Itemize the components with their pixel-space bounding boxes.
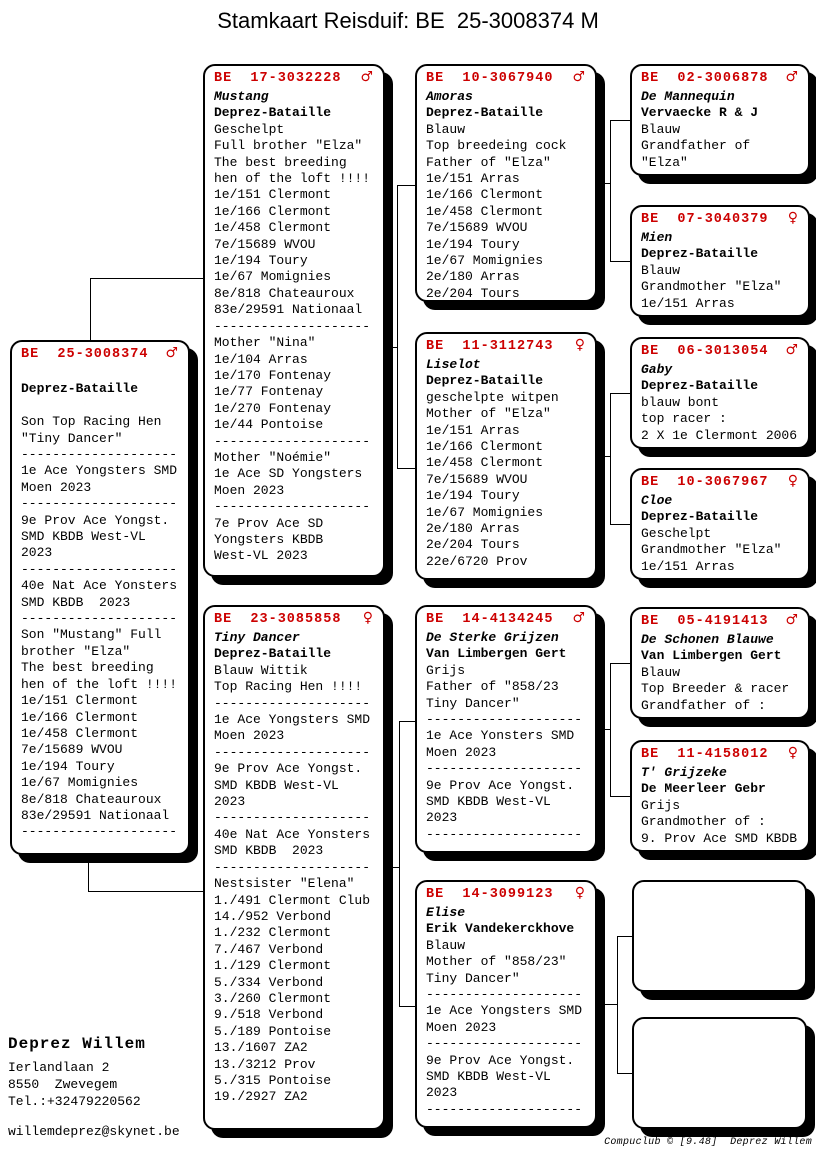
pedigree-line: Blauw xyxy=(426,121,466,137)
connector-line xyxy=(610,120,630,121)
pedigree-line: Mother "Noémie" xyxy=(214,449,332,465)
ring-row xyxy=(426,611,587,630)
connector-line xyxy=(88,891,203,892)
pedigree-line: SMD KBDB West-VL xyxy=(21,529,146,545)
pedigree-line: Deprez-Bataille xyxy=(641,509,759,525)
pedigree-line: Blauw Wittik xyxy=(214,662,308,678)
connector-line xyxy=(90,278,203,279)
pedigree-line: -------------------- xyxy=(21,496,178,512)
pedigree-line: Mother of "Elza" xyxy=(426,406,551,422)
connector-line xyxy=(397,185,398,469)
pedigree-line: Erik Vandekerckhove xyxy=(426,921,575,937)
pedigree-line: Blauw xyxy=(641,262,681,278)
pedigree-line: -------------------- xyxy=(426,761,583,777)
pedigree-line: 1e/458 Clermont xyxy=(21,725,139,741)
pedigree-line: 1e/166 Clermont xyxy=(214,203,332,219)
connector-line xyxy=(399,1006,415,1007)
ring-number: BE 23-3085858 xyxy=(214,612,342,627)
owner-address-city: 8550 Zwevegem xyxy=(8,1077,118,1092)
pedigree-line: 1e/77 Fontenay xyxy=(214,384,324,400)
pedigree-line: 1e/151 Arras xyxy=(641,558,735,574)
connector-line xyxy=(617,936,632,937)
connector-line xyxy=(610,261,630,262)
ring-row xyxy=(426,70,587,89)
pedigree-line: De Meerleer Gebr xyxy=(641,781,766,797)
pedigree-line: -------------------- xyxy=(21,824,178,840)
pedigree-line: 1e/270 Fontenay xyxy=(214,400,332,416)
pedigree-line: Nestsister "Elena" xyxy=(214,876,355,892)
pedigree-line: 1e/166 Clermont xyxy=(21,709,139,725)
pedigree-line: De Schonen Blauwe xyxy=(641,632,774,647)
connector-line xyxy=(597,729,610,730)
male-icon: ♂ xyxy=(785,612,798,628)
pedigree-line: 1e/104 Arras xyxy=(214,351,308,367)
pedigree-line: Tiny Dancer" xyxy=(426,695,520,711)
pedigree-box-sire xyxy=(203,64,385,577)
pedigree-line: 2023 xyxy=(426,810,458,826)
pedigree-line: 83e/29591 Nationaal xyxy=(21,807,170,823)
ring-row xyxy=(214,70,375,89)
pedigree-line: Cloe xyxy=(641,493,673,508)
pedigree-line: 9e Prov Ace Yongst. xyxy=(426,777,575,793)
pedigree-line: 13./3212 Prov xyxy=(214,1056,316,1072)
pedigree-line: Son Top Racing Hen xyxy=(21,414,162,430)
pedigree-line: -------------------- xyxy=(214,433,371,449)
connector-line xyxy=(397,185,415,186)
connector-line xyxy=(597,1004,617,1005)
pedigree-line: Deprez-Bataille xyxy=(426,105,544,121)
page-title: Stamkaart Reisduif: BE 25-3008374 M xyxy=(217,8,599,33)
pedigree-line: Mustang xyxy=(214,89,269,104)
pedigree-line: 40e Nat Ace Yonsters xyxy=(214,826,371,842)
connector-line xyxy=(597,183,610,184)
pedigree-line: 1e/194 Toury xyxy=(426,488,520,504)
pedigree-box-great-grandsire-2 xyxy=(630,337,810,449)
ring-number: BE 14-3099123 xyxy=(426,887,554,902)
pedigree-line: Grandmother "Elza" xyxy=(641,542,782,558)
pedigree-line: "Tiny Dancer" xyxy=(21,430,123,446)
pedigree-box-great-grandsire-1 xyxy=(630,64,810,176)
pedigree-line: 1e/151 Arras xyxy=(426,422,520,438)
pedigree-line: Grandmother "Elza" xyxy=(641,279,782,295)
pedigree-line: blauw bont xyxy=(641,394,720,410)
ring-number: BE 02-3006878 xyxy=(641,71,769,86)
ring-row xyxy=(641,746,800,765)
pedigree-line: SMD KBDB 2023 xyxy=(21,594,131,610)
pedigree-line: Geschelpt xyxy=(641,525,712,541)
ring-number: BE 17-3032228 xyxy=(214,71,342,86)
pedigree-line: T' Grijzeke xyxy=(641,765,727,780)
pedigree-line: Van Limbergen Gert xyxy=(426,646,567,662)
pedigree-line: 9./518 Verbond xyxy=(214,1007,324,1023)
ring-number: BE 10-3067940 xyxy=(426,71,554,86)
connector-line xyxy=(610,796,630,797)
pedigree-box-great-granddam-3 xyxy=(630,740,810,852)
pedigree-line: 1e/67 Momignies xyxy=(426,504,544,520)
pedigree-line: Moen 2023 xyxy=(21,479,92,495)
ring-number: BE 11-3112743 xyxy=(426,339,554,354)
pedigree-line xyxy=(21,365,180,381)
female-icon: ♀ xyxy=(787,745,798,761)
ring-number: BE 11-4158012 xyxy=(641,747,769,762)
pedigree-line: 1e/194 Toury xyxy=(426,236,520,252)
pedigree-line: 83e/29591 Nationaal xyxy=(214,302,363,318)
pedigree-line: hen of the loft !!!! xyxy=(214,171,371,187)
pedigree-line: Moen 2023 xyxy=(426,744,497,760)
pedigree-line: -------------------- xyxy=(214,695,371,711)
connector-line xyxy=(90,278,91,340)
pedigree-line: 2023 xyxy=(426,1085,458,1101)
pedigree-line: Moen 2023 xyxy=(426,1019,497,1035)
pedigree-line: 2e/180 Arras xyxy=(426,521,520,537)
connector-line xyxy=(617,1073,632,1074)
pedigree-line: Van Limbergen Gert xyxy=(641,648,782,664)
pedigree-box-empty-2 xyxy=(632,1017,807,1129)
pedigree-line: 7./467 Verbond xyxy=(214,941,324,957)
pedigree-line: Tiny Dancer xyxy=(214,630,300,645)
connector-line xyxy=(610,663,611,797)
pedigree-line: 5./334 Verbond xyxy=(214,974,324,990)
ring-row xyxy=(641,613,800,632)
pedigree-line: Top Racing Hen !!!! xyxy=(214,679,363,695)
male-icon: ♂ xyxy=(572,69,585,85)
pedigree-line: Son "Mustang" Full xyxy=(21,627,162,643)
pedigree-line: 1e/166 Clermont xyxy=(426,439,544,455)
pedigree-line: 1e Ace SD Yongsters xyxy=(214,466,363,482)
pedigree-line: -------------------- xyxy=(21,447,178,462)
pedigree-line: 1e/194 Toury xyxy=(214,253,308,269)
pedigree-line: SMD KBDB West-VL xyxy=(426,1069,551,1085)
pedigree-line: 22e/6720 Prov xyxy=(426,553,528,569)
pedigree-line: "Elza" xyxy=(641,154,688,170)
ring-row xyxy=(641,343,800,362)
pedigree-line: 1e/67 Momignies xyxy=(426,253,544,269)
female-icon: ♀ xyxy=(574,337,585,353)
pedigree-line: Elise xyxy=(426,905,466,920)
connector-line xyxy=(399,721,400,1007)
ring-number: BE 05-4191413 xyxy=(641,614,769,629)
pedigree-line: 3./260 Clermont xyxy=(214,990,332,1006)
pedigree-line: 1e Ace Yonsters SMD xyxy=(426,728,575,744)
ring-row xyxy=(641,70,800,89)
pedigree-line: 1e/44 Pontoise xyxy=(214,417,324,433)
male-icon: ♂ xyxy=(165,345,178,361)
pedigree-line: 7e/15689 WVOU xyxy=(21,742,123,758)
pedigree-line: 1e/166 Clermont xyxy=(426,187,544,203)
pedigree-line: 5./189 Pontoise xyxy=(214,1023,332,1039)
pedigree-line: Grandfather of : xyxy=(641,697,766,713)
pedigree-line: 1e/151 Clermont xyxy=(214,187,332,203)
pedigree-line: 1e Ace Yongsters SMD xyxy=(21,463,178,479)
pedigree-line: 1e/67 Momignies xyxy=(214,269,332,285)
pedigree-line: -------------------- xyxy=(214,499,371,515)
pedigree-line: 7e/15689 WVOU xyxy=(426,220,528,236)
pedigree-line: 7e Prov Ace SD xyxy=(214,515,324,531)
connector-line xyxy=(385,347,397,348)
ring-row xyxy=(21,346,180,365)
pedigree-line: Moen 2023 xyxy=(214,728,285,744)
ring-row xyxy=(641,211,800,230)
pedigree-line: Mien xyxy=(641,230,673,245)
pedigree-line: -------------------- xyxy=(426,1036,583,1052)
pedigree-line: -------------------- xyxy=(21,611,178,627)
pedigree-line: Blauw xyxy=(641,121,681,137)
pedigree-line: Deprez-Bataille xyxy=(426,373,544,389)
ring-row xyxy=(641,474,800,493)
pedigree-line: Tiny Dancer" xyxy=(426,970,520,986)
pedigree-line: hen of the loft !!!! xyxy=(21,676,178,692)
pedigree-line: De Sterke Grijzen xyxy=(426,630,559,645)
pedigree-line: Gaby xyxy=(641,362,673,377)
pedigree-line: 7e/15689 WVOU xyxy=(426,471,528,487)
pedigree-line: Blauw xyxy=(641,664,681,680)
pedigree-line: 2e/204 Tours xyxy=(426,285,520,301)
pedigree-line: geschelpte witpen xyxy=(426,389,559,405)
pedigree-line: Grijs xyxy=(426,662,466,678)
ring-number: BE 25-3008374 xyxy=(21,347,149,362)
pedigree-line: 1e/170 Fontenay xyxy=(214,367,332,383)
pedigree-line: Mother "Nina" xyxy=(214,335,316,351)
pedigree-box-sire-dam xyxy=(415,332,597,580)
pedigree-line: 1e/151 Arras xyxy=(641,295,735,311)
pedigree-line: Father of "858/23 xyxy=(426,679,559,695)
pedigree-line: -------------------- xyxy=(426,987,583,1003)
ring-number: BE 10-3067967 xyxy=(641,475,769,490)
pedigree-line: Deprez-Bataille xyxy=(21,381,139,397)
pedigree-line: 2e/180 Arras xyxy=(426,269,520,285)
pedigree-line: 8e/818 Chateauroux xyxy=(214,285,355,301)
connector-line xyxy=(610,524,630,525)
pedigree-line: 1e Ace Yongsters SMD xyxy=(426,1003,583,1019)
owner-name: Deprez Willem xyxy=(8,1035,146,1053)
ring-row xyxy=(214,611,375,630)
female-icon: ♀ xyxy=(787,473,798,489)
pedigree-line: 2023 xyxy=(214,794,246,810)
pedigree-line: Father of "Elza" xyxy=(426,154,551,170)
pedigree-line: 14./952 Verbond xyxy=(214,908,332,924)
pedigree-line: brother "Elza" xyxy=(21,643,131,659)
male-icon: ♂ xyxy=(785,342,798,358)
pedigree-line: De Mannequin xyxy=(641,89,735,104)
pedigree-line: 5./315 Pontoise xyxy=(214,1072,332,1088)
pedigree-box-empty-1 xyxy=(632,880,807,992)
pedigree-line: 1e/151 Clermont xyxy=(21,693,139,709)
pedigree-line: 7e/15689 WVOU xyxy=(214,236,316,252)
male-icon: ♂ xyxy=(360,69,373,85)
ring-number: BE 14-4134245 xyxy=(426,612,554,627)
pedigree-line: Mother of "858/23" xyxy=(426,954,567,970)
pedigree-line: SMD KBDB West-VL xyxy=(426,794,551,810)
male-icon: ♂ xyxy=(572,610,585,626)
pedigree-line: Top breedeing cock xyxy=(426,138,567,154)
pedigree-line: Liselot xyxy=(426,357,481,372)
pedigree-box-dam-dam xyxy=(415,880,597,1128)
connector-line xyxy=(399,721,415,722)
pedigree-line: The best breeding xyxy=(21,660,154,676)
pedigree-line: Grandfather of xyxy=(641,138,751,154)
pedigree-line: 2e/204 Tours xyxy=(426,537,520,553)
pedigree-line: 9e Prov Ace Yongst. xyxy=(426,1052,575,1068)
pedigree-line: Geschelpt xyxy=(214,121,285,137)
pedigree-line: Deprez-Bataille xyxy=(214,646,332,662)
pedigree-line: Deprez-Bataille xyxy=(214,105,332,121)
pedigree-line: Grandmother of : xyxy=(641,814,766,830)
pedigree-box-great-grandsire-3 xyxy=(630,607,810,719)
pedigree-line: 1./232 Clermont xyxy=(214,925,332,941)
pedigree-line xyxy=(21,398,180,414)
pedigree-box-dam xyxy=(203,605,385,1130)
pedigree-line: -------------------- xyxy=(21,561,178,577)
ring-number: BE 06-3013054 xyxy=(641,344,769,359)
pedigree-line: -------------------- xyxy=(214,744,371,760)
ring-number: BE 07-3040379 xyxy=(641,212,769,227)
pedigree-box-great-granddam-1 xyxy=(630,205,810,317)
owner-address-street: Ierlandlaan 2 xyxy=(8,1060,110,1075)
pedigree-line: 1e/67 Momignies xyxy=(21,775,139,791)
pedigree-line: 19./2927 ZA2 xyxy=(214,1089,308,1105)
pedigree-box-great-granddam-2 xyxy=(630,468,810,580)
female-icon: ♀ xyxy=(574,885,585,901)
pedigree-line: Moen 2023 xyxy=(214,482,285,498)
pedigree-line: 2023 xyxy=(21,545,53,561)
connector-line xyxy=(385,867,399,868)
pedigree-line: 1./129 Clermont xyxy=(214,958,332,974)
pedigree-line: 1e/458 Clermont xyxy=(214,220,332,236)
pedigree-line: The best breeding xyxy=(214,154,347,170)
pedigree-line: 1e/151 Arras xyxy=(426,171,520,187)
pedigree-line: 1e/458 Clermont xyxy=(426,203,544,219)
male-icon: ♂ xyxy=(785,69,798,85)
connector-line xyxy=(88,855,89,892)
pedigree-line: West-VL 2023 xyxy=(214,548,308,564)
pedigree-line: Full brother "Elza" xyxy=(214,138,363,154)
pedigree-line: Deprez-Bataille xyxy=(641,378,759,394)
pedigree-line: -------------------- xyxy=(214,810,371,826)
pedigree-line: 1e/458 Clermont xyxy=(426,455,544,471)
connector-line xyxy=(397,468,415,469)
pedigree-line: SMD KBDB West-VL xyxy=(214,777,339,793)
female-icon: ♀ xyxy=(787,210,798,226)
pedigree-line: Amoras xyxy=(426,89,473,104)
pedigree-line: Vervaecke R & J xyxy=(641,105,759,121)
pedigree-line: Yongsters KBDB xyxy=(214,531,324,547)
connector-line xyxy=(610,120,611,262)
owner-email: willemdeprez@skynet.be xyxy=(8,1124,180,1139)
connector-line xyxy=(610,393,630,394)
pedigree-line: -------------------- xyxy=(426,826,583,842)
pedigree-line: 9e Prov Ace Yongst. xyxy=(21,512,170,528)
connector-line xyxy=(610,393,611,525)
pedigree-line: 1e Ace Yongsters SMD xyxy=(214,712,371,728)
owner-phone: Tel.:+32479220562 xyxy=(8,1094,141,1109)
pedigree-line: 13./1607 ZA2 xyxy=(214,1040,308,1056)
connector-line xyxy=(610,663,630,664)
pedigree-box-dam-sire xyxy=(415,605,597,853)
pedigree-line: Top Breeder & racer xyxy=(641,681,790,697)
pedigree-box-sire-sire xyxy=(415,64,597,302)
connector-line xyxy=(617,936,618,1074)
pedigree-line: Blauw xyxy=(426,937,466,953)
pedigree-line: top racer : xyxy=(641,411,727,427)
female-icon: ♀ xyxy=(362,610,373,626)
footer-credit: Compuclub © [9.48] Deprez Willem xyxy=(604,1137,812,1148)
ring-row xyxy=(426,338,587,357)
pedigree-line: 1./491 Clermont Club xyxy=(214,892,371,908)
connector-line xyxy=(597,456,610,457)
pedigree-line: -------------------- xyxy=(214,859,371,875)
pedigree-line: -------------------- xyxy=(426,712,583,728)
pedigree-line: 2 X 1e Clermont 2006 xyxy=(641,427,798,443)
pedigree-line: 9. Prov Ace SMD KBDB xyxy=(641,830,798,846)
pedigree-line: 1e/194 Toury xyxy=(21,758,115,774)
pedigree-box-subject xyxy=(10,340,190,855)
pedigree-line: -------------------- xyxy=(426,1101,583,1117)
ring-row xyxy=(426,886,587,905)
pedigree-line: SMD KBDB 2023 xyxy=(214,843,324,859)
pedigree-line: 8e/818 Chateauroux xyxy=(21,791,162,807)
pedigree-line: -------------------- xyxy=(214,318,371,334)
pedigree-line: 9e Prov Ace Yongst. xyxy=(214,761,363,777)
pedigree-line: 40e Nat Ace Yonsters xyxy=(21,578,178,594)
pedigree-line: Deprez-Bataille xyxy=(641,246,759,262)
pedigree-line: Grijs xyxy=(641,797,681,813)
